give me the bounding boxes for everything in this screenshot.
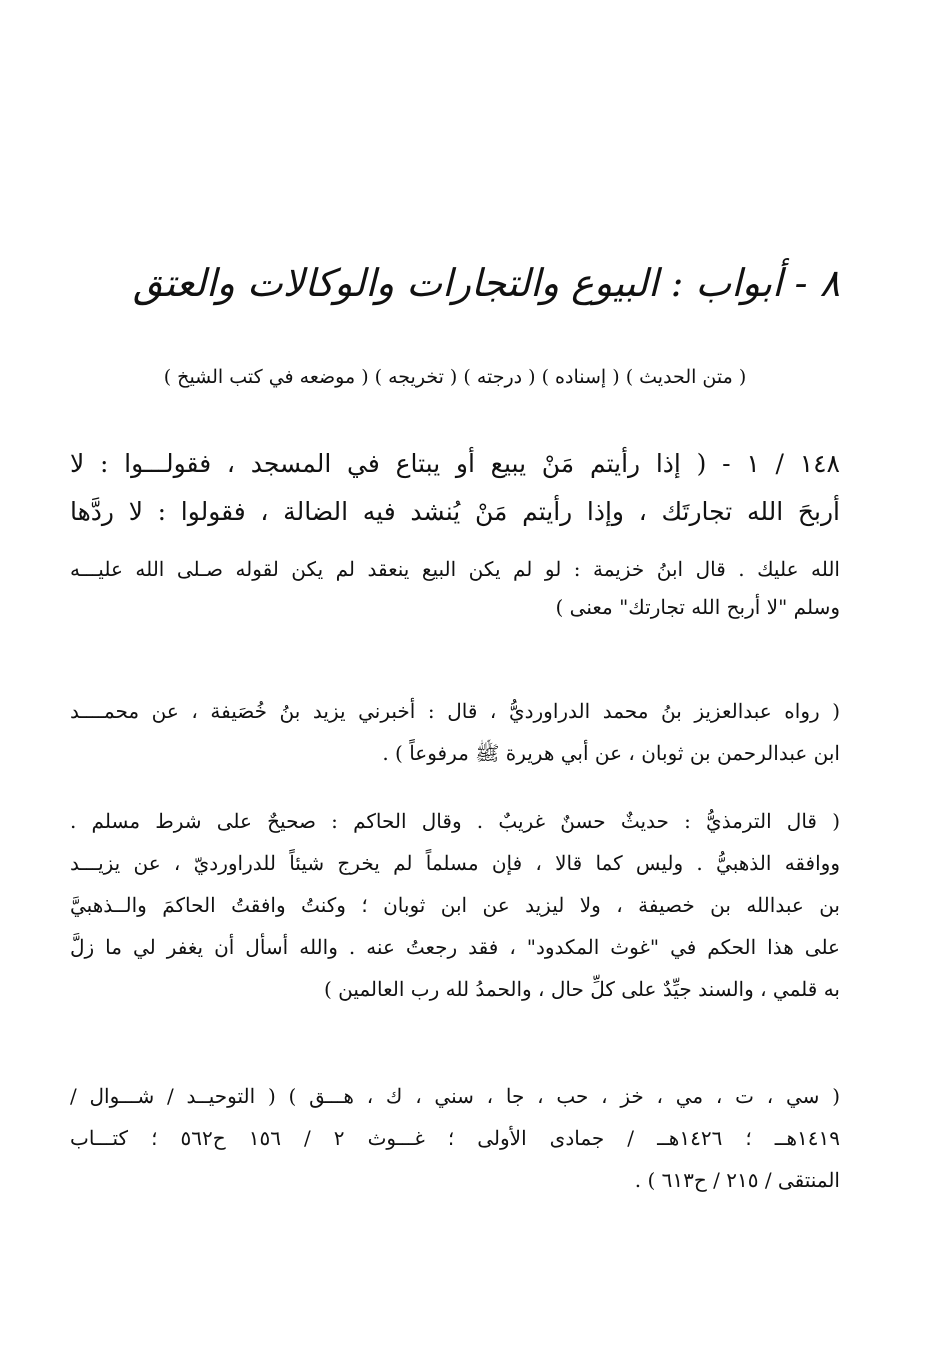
grading-line: ( قال الترمذيُّ : حديثٌ حسنٌ غريبٌ . وقال الحاكم : صحيحٌ على شرط مسلم . bbox=[70, 809, 840, 833]
section-columns-legend: ( متن الحديث ) ( إسناده ) ( درجته ) ( تخريجه ) ( موضعه في كتب الشيخ ) bbox=[163, 366, 747, 388]
hadith-line: الله عليك . قال ابنُ خزيمة : لو لم يكن البيع ينعقد لم يكن لقوله صـلى الله عليـــه bbox=[70, 557, 840, 581]
isnad-line: ( رواه عبدالعزيز بنُ محمد الدراورديُّ ، قال : أخبرني يزيد بنُ خُصَيفة ، عن محمــــد bbox=[70, 699, 840, 723]
document-page bbox=[70, 0, 840, 1356]
grading-line: على هذا الحكم في "غوث المكدود" ، فقد رجعتُ عنه . والله أسأل أن يغفر لي ما زلَّ bbox=[70, 935, 840, 959]
hadith-text bbox=[70, 440, 840, 626]
isnad-paragraph bbox=[70, 690, 840, 774]
grading-paragraph bbox=[70, 800, 840, 1010]
sources-line: المنتقى / ٢١٥ / ح٦١٣ ) . bbox=[634, 1168, 840, 1192]
grading-line: ووافقه الذهبيُّ . وليس كما قالا ، فإن مسلماً لم يخرج شيئاً للدراورديّ ، عن يزيـــد bbox=[70, 851, 840, 875]
isnad-line: ابن عبدالرحمن بن ثوبان ، عن أبي هريرة ﷺ مرفوعاً ) . bbox=[382, 741, 840, 765]
grading-line: به قلمي ، والسند جيِّدٌ على كلِّ حال ، والحمدُ لله رب العالمين ) bbox=[323, 977, 840, 1001]
hadith-line: أربحَ الله تجارتَك ، وإذا رأيتم مَنْ يُنشد فيه الضالة ، فقولوا : لا ردَّها bbox=[70, 497, 840, 526]
hadith-line: وسلم "لا أربح الله تجارتك" معنى ) bbox=[555, 595, 840, 619]
sources-paragraph bbox=[70, 1075, 840, 1201]
hadith-line: ١٤٨ / ١ - ( إذا رأيتم مَنْ يبيع أو يبتاع في المسجد ، فقولـــوا : لا bbox=[70, 449, 840, 478]
sources-line: ١٤١٩هــ ؛ ١٤٢٦هــ / جمادى الأولى ؛ غـــوث ٢ / ١٥٦ ح٥٦٢ ؛ كتـــاب bbox=[70, 1126, 840, 1150]
grading-line: بن عبدالله بن خصيفة ، ولا ليزيد عن ابن ثوبان ؛ وكنتُ وافقتُ الحاكمَ والــذهبيَّ bbox=[70, 893, 840, 917]
sources-line: ( سي ، ت ، مي ، خز ، حب ، جا ، سني ، ك ، هـــق ) ( التوحيــد / شـــوال / bbox=[70, 1084, 840, 1108]
chapter-title: ٨ - أبواب : البيوع والتجارات والوكالات والعتق bbox=[132, 261, 840, 305]
